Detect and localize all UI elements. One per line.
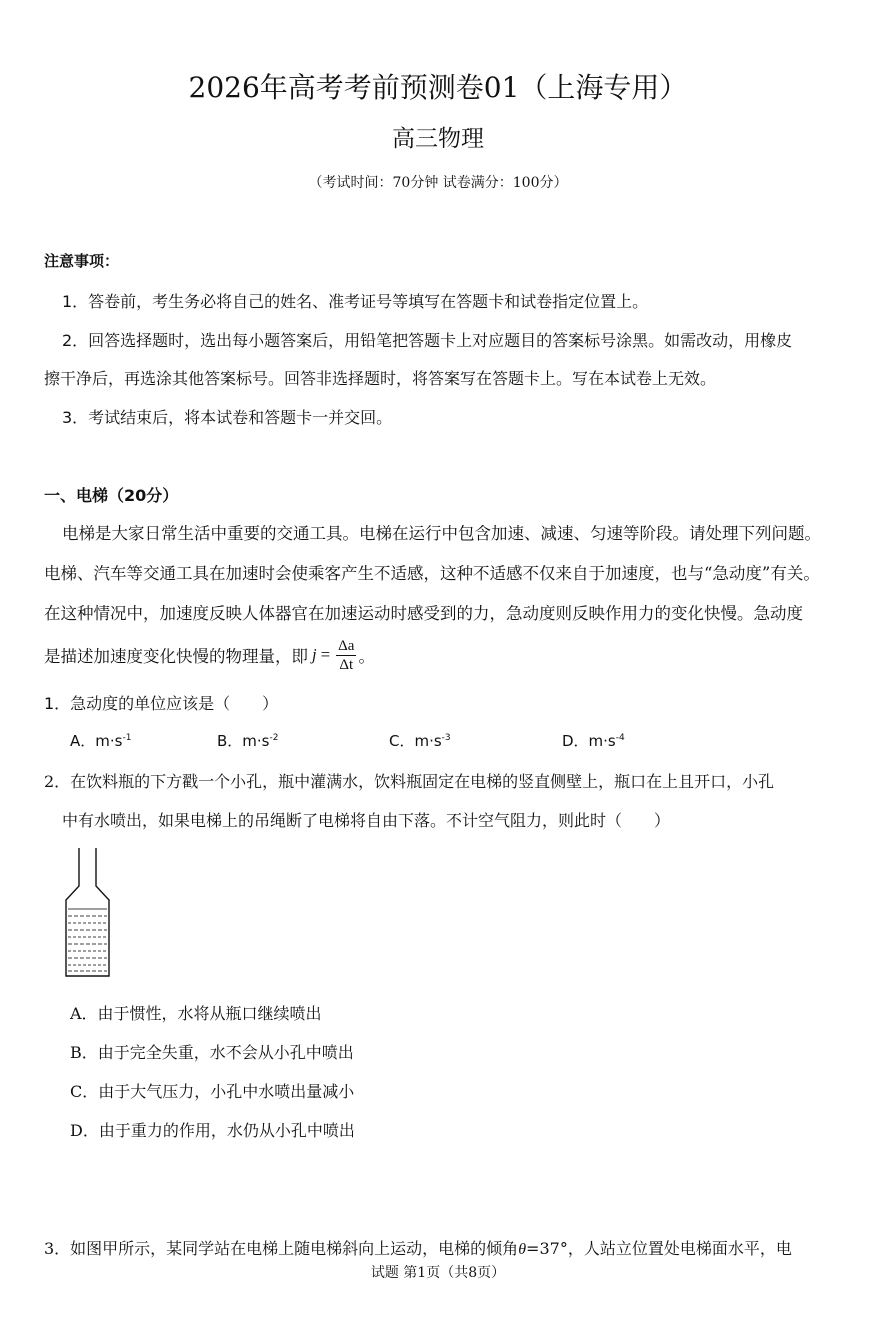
option-c-exponent: -3 — [441, 733, 451, 743]
question-2-stem-line-1: 2．在饮料瓶的下方戳一个小孔，瓶中灌满水，饮料瓶固定在电梯的竖直侧壁上，瓶口在上且开口，小孔 — [44, 772, 775, 791]
formula-numerator: Δa — [338, 637, 355, 654]
bottle-figure — [62, 846, 114, 980]
option-c-unit: C．m·s — [389, 732, 442, 750]
page-footer: 试题 第1页（共8页） — [370, 1265, 506, 1281]
option-b-unit: B．m·s — [217, 732, 270, 750]
formula-variable: j — [312, 645, 317, 664]
theta-symbol: θ — [518, 1241, 527, 1258]
notes-heading: 注意事项： — [44, 252, 120, 270]
intro-line-3: 在这种情况中，加速度反映人体器官在加速运动时感受到的力，急动度则反映作用力的变化快慢。急动度 — [44, 604, 803, 623]
option-d-exponent: -4 — [615, 733, 625, 743]
option-a-exponent: -1 — [122, 733, 132, 743]
question-1-stem: 1．急动度的单位应该是（ ） — [44, 694, 279, 713]
question-3-stem-part-2: =37°，人站立位置处电梯面水平，电 — [526, 1239, 792, 1258]
water-hatching — [68, 909, 107, 971]
formula-equals: = — [316, 645, 335, 664]
note-item-3: 3．考试结束后，将本试卷和答题卡一并交回。 — [62, 408, 393, 427]
section-heading: 一、电梯（20分） — [44, 486, 179, 505]
exam-subtitle: 高三物理 — [392, 126, 484, 152]
note-item-2-line-1: 2．回答选择题时，选出每小题答案后，用铅笔把答题卡上对应题目的答案标号涂黑。如需改动，用橡皮 — [62, 331, 793, 350]
question-3-stem — [44, 1236, 792, 1259]
exam-meta: （考试时间：70分钟 试卷满分：100分） — [308, 175, 568, 191]
option-d-unit: D．m·s — [562, 732, 616, 750]
intro-line-1: 电梯是大家日常生活中重要的交通工具。电梯在运行中包含加速、减速、匀速等阶段。请处理下列问题。 — [62, 524, 821, 543]
note-item-2-line-2: 擦干净后，再选涂其他答案标号。回答非选择题时，将答案写在答题卡上。写在本试卷上无效。 — [44, 369, 717, 388]
question-2-option-d[interactable]: D．由于重力的作用，水仍从小孔中喷出 — [70, 1121, 355, 1140]
intro-line-2: 电梯、汽车等交通工具在加速时会使乘客产生不适感，这种不适感不仅来自于加速度，也与“急动度”有关。 — [44, 564, 820, 583]
question-3-stem-part-1: 3．如图甲所示，某同学站在电梯上随电梯斜向上运动，电梯的倾角 — [44, 1239, 519, 1258]
question-1-option-b[interactable] — [217, 730, 278, 751]
option-a-unit: A．m·s — [70, 732, 123, 750]
option-b-exponent: -2 — [269, 733, 279, 743]
question-1-option-a[interactable] — [70, 730, 131, 751]
question-2-stem-line-2: 中有水喷出，如果电梯上的吊绳断了电梯将自由下落。不计空气阻力，则此时（ ） — [62, 811, 671, 830]
formula-fraction — [336, 637, 356, 674]
formula-denominator: Δt — [339, 656, 354, 673]
intro-line-4-text: 是描述加速度变化快慢的物理量，即 — [44, 647, 308, 666]
formula-end: 。 — [358, 647, 375, 666]
question-2-option-b[interactable]: B．由于完全失重，水不会从小孔中喷出 — [70, 1043, 354, 1062]
exam-title: 2026年高考考前预测卷01（上海专用） — [188, 71, 688, 104]
intro-line-4 — [44, 633, 375, 677]
bottle-outline — [66, 848, 109, 976]
question-1-option-d[interactable] — [562, 730, 625, 751]
note-item-1: 1．答卷前，考生务必将自己的姓名、准考证号等填写在答题卡和试卷指定位置上。 — [62, 292, 649, 311]
question-2-option-a[interactable]: A．由于惯性，水将从瓶口继续喷出 — [70, 1004, 322, 1023]
question-2-option-c[interactable]: C．由于大气压力，小孔中水喷出量减小 — [70, 1082, 355, 1101]
question-1-option-c[interactable] — [389, 730, 451, 751]
